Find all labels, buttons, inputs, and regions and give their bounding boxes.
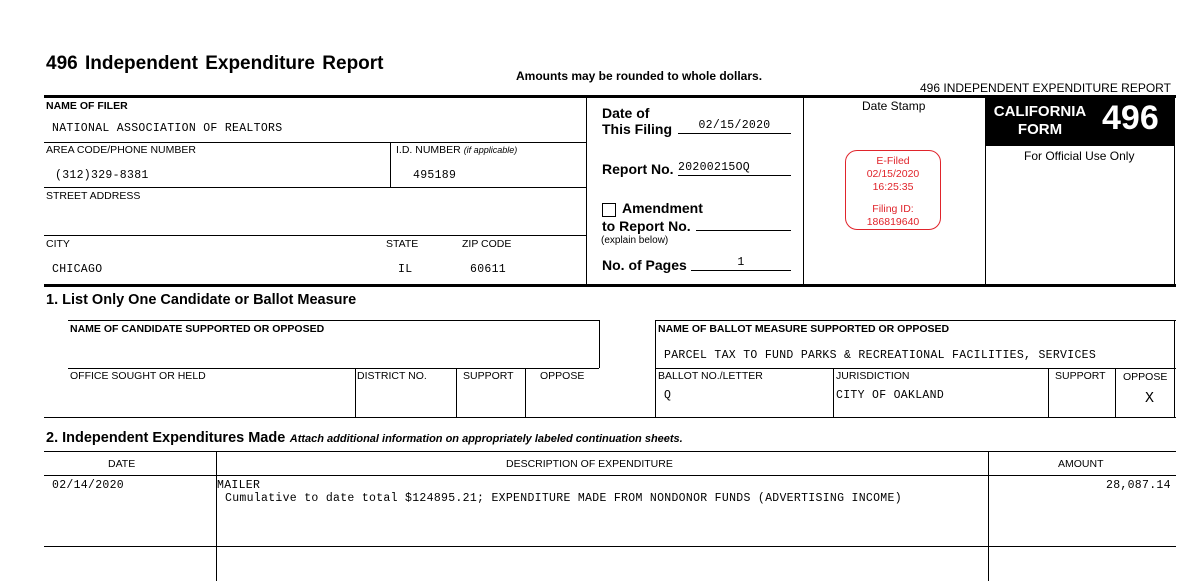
- state-label: STATE: [386, 238, 419, 250]
- filer-name-label: NAME OF FILER: [46, 100, 128, 112]
- section2-header: [46, 429, 683, 447]
- report-no-label: Report No.: [602, 161, 674, 177]
- stamp-date: 02/15/2020: [866, 168, 920, 180]
- form-title: 496 Independent Expenditure Report: [46, 53, 384, 74]
- measure-name: PARCEL TAX TO FUND PARKS & RECREATIONAL FACILITIES, SERVICES: [664, 349, 1097, 362]
- office-label: OFFICE SOUGHT OR HELD: [70, 370, 206, 382]
- efiled-stamp: [845, 150, 941, 230]
- stamp-filing-id: 186819640: [866, 216, 920, 228]
- section2-note: Attach additional information on appropriately labeled continuation sheets.: [289, 433, 683, 445]
- jurisdiction-value: CITY OF OAKLAND: [836, 389, 945, 402]
- candidate-label: NAME OF CANDIDATE SUPPORTED OR OPPOSED: [70, 323, 325, 335]
- amendment-checkbox[interactable]: [602, 203, 616, 217]
- expenditure-desc-line2: Cumulative to date total $124895.21; EXPENDITURE MADE FROM NONDONOR FUNDS (ADVERTISING INCOME): [225, 492, 902, 505]
- amendment-note: (explain below): [601, 235, 669, 246]
- expenditure-amount: 28,087.14: [1106, 479, 1171, 492]
- california-form-box: [986, 97, 1174, 146]
- filer-name: NATIONAL ASSOCIATION OF REALTORS: [52, 122, 283, 135]
- pages-label: No. of Pages: [602, 257, 687, 273]
- expenditure-date: 02/14/2020: [52, 479, 125, 492]
- measure-label: NAME OF BALLOT MEASURE SUPPORTED OR OPPOSED: [658, 323, 950, 335]
- col-desc-header: DESCRIPTION OF EXPENDITURE: [506, 458, 673, 470]
- measure-oppose-mark: X: [1145, 390, 1155, 407]
- amendment-label: Amendment: [622, 200, 703, 216]
- pages-value: 1: [691, 256, 791, 271]
- date-label-1: Date of: [602, 105, 650, 121]
- filing-date: 02/15/2020: [678, 119, 791, 134]
- filer-bottom-rule: [44, 284, 1176, 287]
- stamp-efiled: E-Filed: [876, 155, 910, 167]
- report-no: 20200215OQ: [678, 161, 791, 176]
- zip-value: 60611: [470, 263, 507, 276]
- official-use-label: For Official Use Only: [1024, 149, 1135, 163]
- phone-label: AREA CODE/PHONE NUMBER: [46, 144, 196, 156]
- id-label-text: I.D. NUMBER: [396, 144, 461, 156]
- rounding-note: Amounts may be rounded to whole dollars.: [516, 69, 763, 83]
- state-value: IL: [398, 263, 413, 276]
- expenditure-desc-line1: MAILER: [217, 479, 261, 492]
- id-number: 495189: [413, 169, 457, 182]
- zip-label: ZIP CODE: [462, 238, 512, 250]
- district-label: DISTRICT NO.: [357, 370, 427, 382]
- ballot-label: BALLOT NO./LETTER: [658, 370, 763, 382]
- form-box-line2: FORM: [1017, 121, 1063, 138]
- form-box-line1: CALIFORNIA: [993, 103, 1087, 120]
- jurisdiction-label: JURISDICTION: [836, 370, 910, 382]
- date-stamp-label: Date Stamp: [862, 99, 926, 113]
- section1-title: 1. List Only One Candidate or Ballot Measure: [46, 292, 357, 308]
- city-value: CHICAGO: [52, 263, 103, 276]
- top-right-title: 496 INDEPENDENT EXPENDITURE REPORT: [920, 81, 1171, 95]
- measure-oppose-label: OPPOSE: [1123, 371, 1168, 383]
- date-label: [602, 105, 672, 137]
- stamp-time: 16:25:35: [872, 181, 914, 193]
- amendment-report-label: to Report No.: [602, 218, 691, 234]
- id-note: (if applicable): [463, 145, 518, 155]
- measure-support-label: SUPPORT: [1055, 370, 1106, 382]
- candidate-support-label: SUPPORT: [463, 370, 514, 382]
- street-label: STREET ADDRESS: [46, 190, 141, 202]
- candidate-oppose-label: OPPOSE: [540, 370, 585, 382]
- section2-title: 2. Independent Expenditures Made: [46, 430, 286, 446]
- stamp-filing-id-label: Filing ID:: [872, 203, 914, 215]
- form-number: 496: [1102, 99, 1159, 137]
- date-label-2: This Filing: [602, 121, 672, 137]
- ballot-value: Q: [664, 389, 672, 402]
- city-label: CITY: [46, 238, 70, 250]
- phone-value: (312)329-8381: [55, 169, 149, 182]
- col-date-header: DATE: [108, 458, 136, 470]
- id-label: [396, 144, 517, 156]
- col-amount-header: AMOUNT: [1058, 458, 1104, 470]
